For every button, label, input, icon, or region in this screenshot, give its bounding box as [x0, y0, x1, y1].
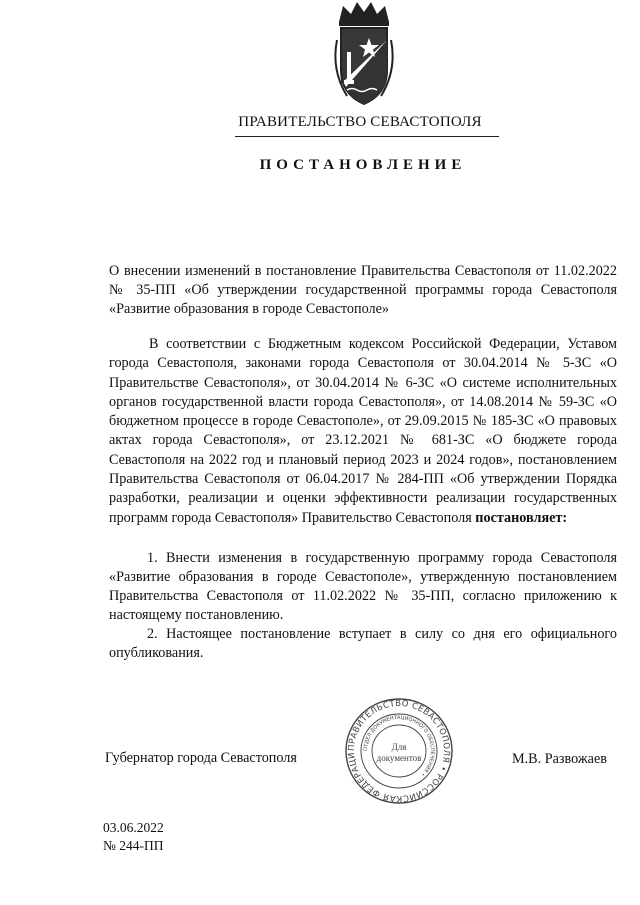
seal-inner-text: ОТДЕЛ ДОКУМЕНТАЦИОННОГО ОБЕСПЕЧЕНИЯ •: [362, 714, 436, 778]
signatory-position: Губернатор города Севастополя: [105, 750, 297, 766]
document-subject: О внесении изменений в постановление Правительства Севастополя от 11.02.2022 № 35-ПП «Об утверждении государственной программы города Севастополя «Развитие образования в городе Севастополе»: [109, 263, 617, 317]
official-seal-stamp: [329, 697, 469, 805]
seal-center-line2: документов: [376, 753, 422, 763]
resolution-items: [109, 549, 617, 663]
decision-word: постановляет:: [475, 509, 568, 526]
coat-of-arms-emblem: [325, 0, 403, 108]
resolution-item-2: 2. Настоящее постановление вступает в силу со дня его официального опубликования.: [109, 626, 617, 661]
resolution-item-1: 1. Внести изменения в государственную программу города Севастополя «Развитие образования в городе Севастополе», утвержденную постановлением Правительства Севастополя от 11.02.2022 № 35-ПП, согласно приложению к настоящему постановлению.: [109, 550, 617, 623]
seal-center-line1: Для: [391, 742, 407, 752]
preamble-paragraph: [109, 335, 617, 528]
seal-outer-text: ПРАВИТЕЛЬСТВО СЕВАСТОПОЛЯ • РОССИЙСКАЯ ФЕДЕРАЦИ: [346, 698, 452, 804]
document-number: № 244-ПП: [103, 838, 164, 853]
signatory-name: М.В. Развожаев: [512, 751, 607, 767]
header-divider: [235, 136, 499, 137]
preamble-text: В соответствии с Бюджетным кодексом Российской Федерации, Уставом города Севастополя, законами города Севастополя от 30.04.2014 № 5-ЗС «О Правительстве Севастополя», от 30.04.2014 № 6-ЗС «О системе исполнительных органов государственной власти города Севастополя», от 14.08.2014 № 59-ЗС «О бюджетном процессе в городе Севастополе», от 29.09.2015 № 185-ЗС «О правовых актах города Севастополя», от 23.12.2021 № 681-ЗС «О бюджете города Севастополя на 2022 год и плановый период 2023 и 2024 годов», постановлением Правительства Севастополя от 06.04.2017 № 284-ПП «Об утверждении Порядка разработки, реализации и оценки эффективности реализации государственных программ города Севастополя» Правительство Севастополя: [109, 336, 617, 526]
organization-name: ПРАВИТЕЛЬСТВО СЕВАСТОПОЛЯ: [238, 114, 482, 130]
document-date: 03.06.2022: [103, 820, 164, 835]
document-type-title: ПОСТАНОВЛЕНИЕ: [259, 157, 467, 173]
